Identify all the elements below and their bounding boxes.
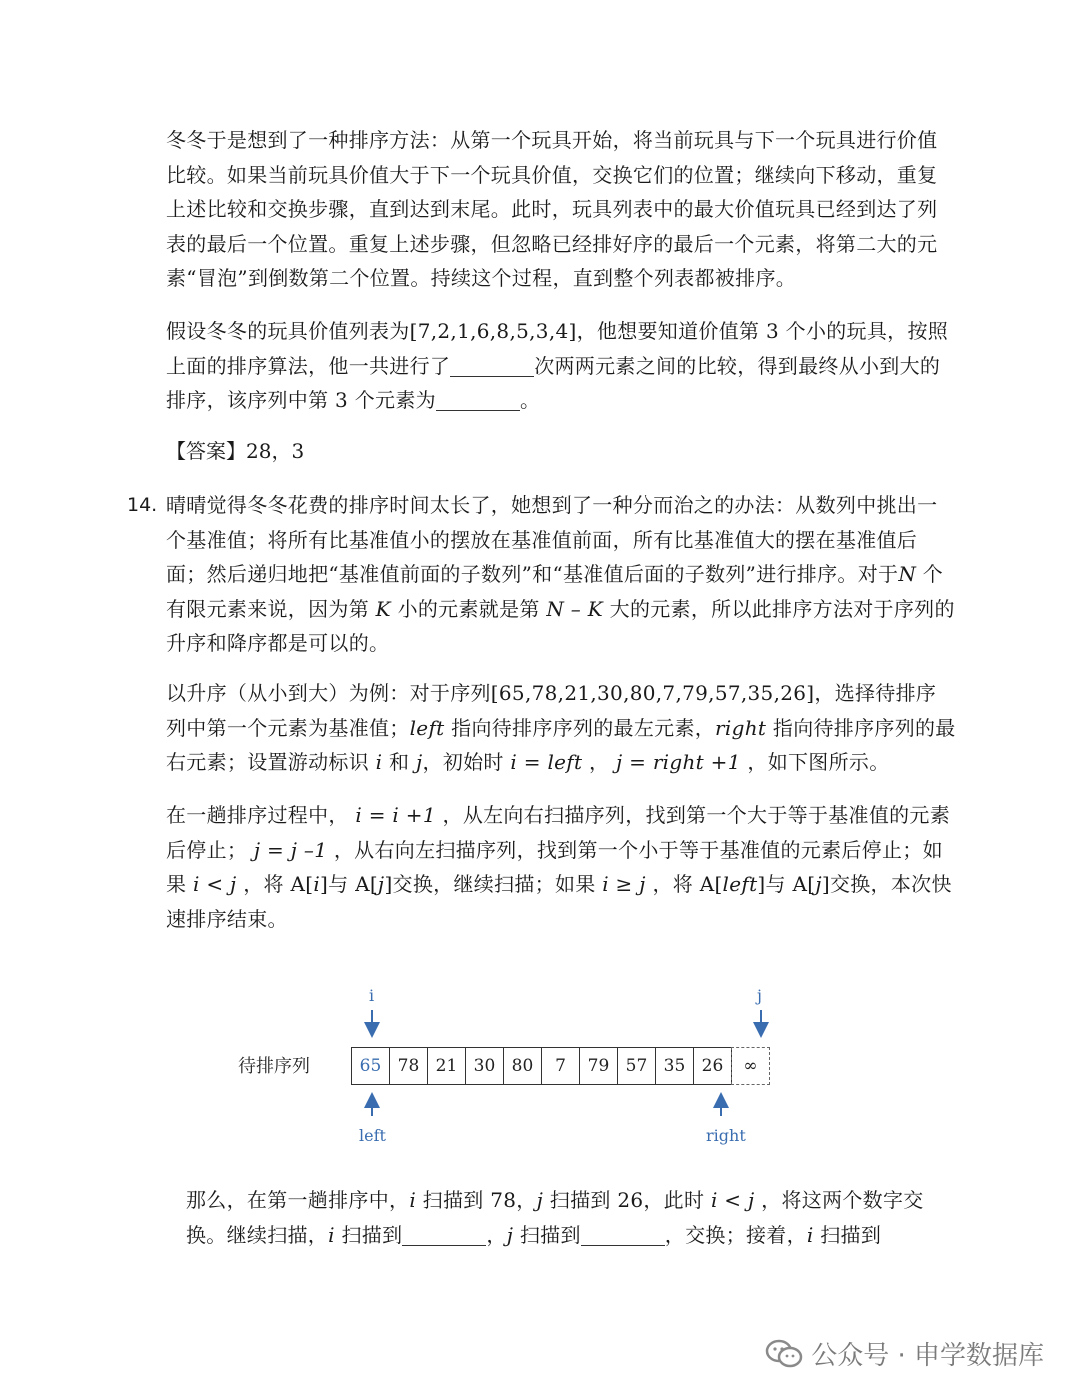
sequence-array [351,1047,770,1085]
quicksort-example: 以升序（从小到大）为例：对于序列[65,78,21,30,80,7,79,57,35,26]，选择待排序列中第一个元素为基准值；left 指向待排序序列的最左元素，right 指向待排序序列的最右元素；设置游动标识 i 和 j，初始时 i = left ， j = right +1 ，如下图所示。 [166,681,956,774]
array-cell: 65 [351,1047,390,1085]
bubble-sort-question: 假设冬冬的玩具价值列表为[7,2,1,6,8,5,3,4]，他想要知道价值第 3 个小的玩具，按照上面的排序算法，他一共进行了 次两两元素之间的比较，得到最终从小到大的排序，该序列中第 3 个元素为 。 [166,319,949,412]
watermark [765,1335,1044,1372]
watermark-text: 公众号 · 申学数据库 [811,1341,1044,1371]
array-cell: 30 [465,1047,504,1085]
question-number: 14. [127,494,158,516]
pointer-i-label: i [369,986,375,1005]
array-cell: 35 [655,1047,694,1085]
pointer-right-label: right [706,1126,746,1145]
array-cell: 26 [693,1047,732,1085]
array-cell: 79 [579,1047,618,1085]
answer-blank-1[interactable] [450,354,534,377]
array-cell: 21 [427,1047,466,1085]
quicksort-intro: 晴晴觉得冬冬花费的排序时间太长了，她想到了一种分而治之的办法：从数列中挑出一个基准值；将所有比基准值小的摆放在基准值前面，所有比基准值大的摆在基准值后面；然后递归地把“基准值前面的子数列”和“基准值后面的子数列”进行排序。对于N 个有限元素来说，因为第 K 小的元素就是第 N – K 大的元素，所以此排序方法对于序列的升序和降序都是可以的。 [166,493,955,655]
array-cell: ∞ [731,1047,770,1085]
array-cell: 57 [617,1047,656,1085]
array-cell: 78 [389,1047,428,1085]
answer-blank-4[interactable] [581,1223,665,1246]
first-pass-question: 那么，在第一趟排序中，i 扫描到 78，j 扫描到 26，此时 i < j ，将这两个数字交换。继续扫描，i 扫描到 ，j 扫描到 ，交换；接着，i 扫描到 [186,1188,924,1247]
pointer-left-label: left [359,1126,386,1145]
wechat-icon [765,1339,803,1369]
answer-blank-2[interactable] [436,388,520,411]
bubble-sort-description: 冬冬于是想到了一种排序方法：从第一个玩具开始，将当前玩具与下一个玩具进行价值比较。如果当前玩具价值大于下一个玩具价值，交换它们的位置；继续向下移动，重复上述比较和交换步骤，直到达到末尾。此时，玩具列表中的最大价值玩具已经到达了列表的最后一个位置。重复上述步骤，但忽略已经排好序的最后一个元素，将第二大的元素“冒泡”到倒数第二个位置。持续这个过程，直到整个列表都被排序。 [166,128,938,290]
pointer-j-label: j [757,986,762,1005]
array-cell: 80 [503,1047,542,1085]
array-cell: 7 [541,1047,580,1085]
answer-line: 【答案】28，3 [166,439,305,463]
answer-blank-3[interactable] [402,1223,486,1246]
sequence-label: 待排序列 [238,1056,310,1077]
quicksort-procedure: 在一趟排序过程中， i = i +1 ，从左向右扫描序列，找到第一个大于等于基准值的元素后停止； j = j –1 ，从右向左扫描序列，找到第一个小于等于基准值的元素后停止；如果 i < j ，将 A[i]与 A[j]交换，继续扫描；如果 i ≥ j ，将 A[left]与 A[j]交换，本次快速排序结束。 [166,803,952,931]
